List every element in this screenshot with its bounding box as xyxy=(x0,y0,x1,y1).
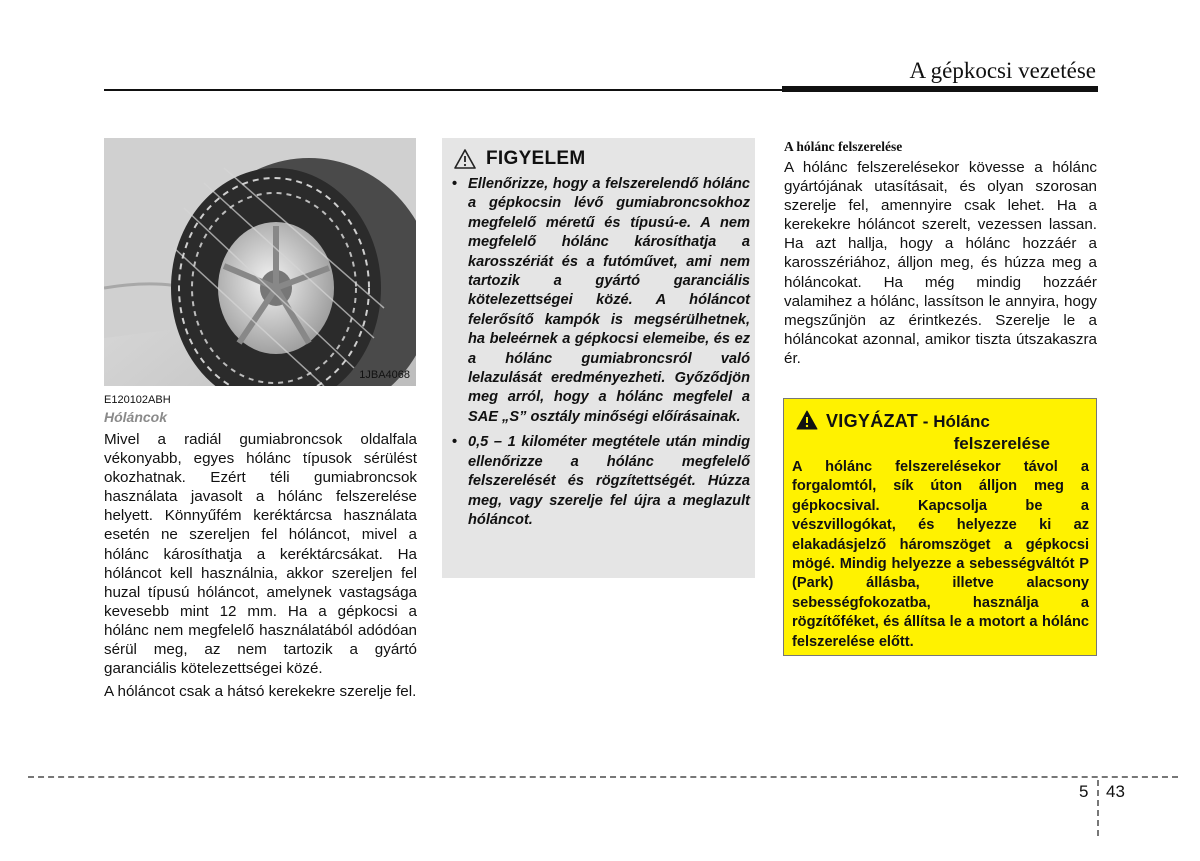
warning-list xyxy=(450,175,750,536)
section-body xyxy=(104,430,417,705)
snow-chain-on-tire-illustration xyxy=(104,138,416,386)
warning-item: • Ellenőrizze, hogy a felszerelendő hólánc a gépkocsin lévő gumiabroncsokhoz megfelelő méretű és típusú-e. A nem megfelelő hólánc károsíthatja a karosszériát és a futóművet, ami nem tartozik a gyártó garanciális kötelezettségei közé. A hóláncot felerősítő kampók is megsérülhetnek, ha beleérnek a gépkocsi elemeibe, és ez a hólánc gumiabroncsról való lelazulását eredményezheti. Győződjön meg arról, hogy a hólánc megfelel a SAE „S” osztály minőségi előírásainak. xyxy=(450,175,750,427)
footer-page-divider xyxy=(1097,780,1099,836)
header-rule-accent xyxy=(782,86,1098,92)
section-paragraph: A hóláncot csak a hátsó kerekekre szerelje fel. xyxy=(104,683,417,701)
install-heading: A hólánc felszerelése xyxy=(784,139,903,154)
caution-title-main: VIGYÁZAT xyxy=(826,411,919,431)
caution-body: A hólánc felszerelésekor távol a forgalomtól, sík úton álljon meg a gépkocsival. Kapcsolja be a vészvillogókat, és helyezze ki az elakadásjelző háromszöget a gépkocsi mögé. Mindig helyezze a sebességváltót P (Park) állásba, illetve alacsony sebességfokozatba, használja a rögzítőféket, és állítsa le a motort a hólánc felszerelése előtt. xyxy=(792,459,1089,650)
warning-title xyxy=(454,148,586,170)
header-rule xyxy=(104,89,784,91)
warning-box xyxy=(442,138,755,578)
caution-title-sub: Hólánc xyxy=(933,412,990,431)
footer-page-number: 43 xyxy=(1106,782,1125,801)
section-heading: Hóláncok xyxy=(104,409,168,425)
footer-divider xyxy=(28,776,1178,778)
section-paragraph: Mivel a radiál gumiabroncsok oldalfala vékonyabb, egyes hólánc típusok sérülést okozhatnak. Ezért téli gumiabroncsok használata javasolt a hólánc felszerelése helyett. Könnyűfém keréktárcsa használata esetén ne szereljen fel hóláncot, mivel a hólánc károsíthatja a keréktárcsákat. Ha hóláncot kell használnia, akkor szereljen fel huzal típusú hóláncot, amelynek vastagsága kevesebb mint 12 mm. Ha a gépkocsi a hólánc nem megfelelő használatából adódóan sérül meg, az nem tartozik a gyártó garanciális kötelezettségei közé. xyxy=(104,431,417,678)
snow-chain-figure xyxy=(104,138,416,386)
caution-title-separator: - xyxy=(918,412,934,431)
warning-item: • 0,5 – 1 kilométer megtétele után mindig ellenőrizze a hólánc megfelelő felszerelését és rögzítettségét. Húzza meg, vagy szerelje fel újra a meglazult hóláncot. xyxy=(450,433,750,530)
caution-box xyxy=(783,398,1097,656)
caution-title xyxy=(796,410,1086,454)
install-text: A hólánc felszerelésekor kövesse a hólánc gyártójának utasításait, és olyan szorosan szerelje fel, amennyire csak lehet. Ha a kerekekre hóláncot szerelt, vezessen lassan. Ha azt hallja, hogy a hólánc hozzáér a karosszériához, álljon meg, és húzza meg a hóláncokat. Ha még mindig hozzáér valamihez a hólánc, lassítson le annyira, hogy megszűnjön az érintkezés. Szerelje le a hóláncokat azonnal, amikor tiszta útszakaszra ér. xyxy=(784,159,1097,367)
page-header-title: A gépkocsi vezetése xyxy=(909,58,1096,83)
warning-triangle-icon xyxy=(454,149,476,169)
figure-code: 1JBA4068 xyxy=(359,369,410,381)
caution-title-sub-line2: felszerelése xyxy=(953,434,1050,453)
caution-triangle-icon xyxy=(796,410,818,430)
footer-section-number: 5 xyxy=(1079,782,1089,801)
warning-title-label: FIGYELEM xyxy=(486,148,586,169)
section-code: E120102ABH xyxy=(104,394,171,406)
